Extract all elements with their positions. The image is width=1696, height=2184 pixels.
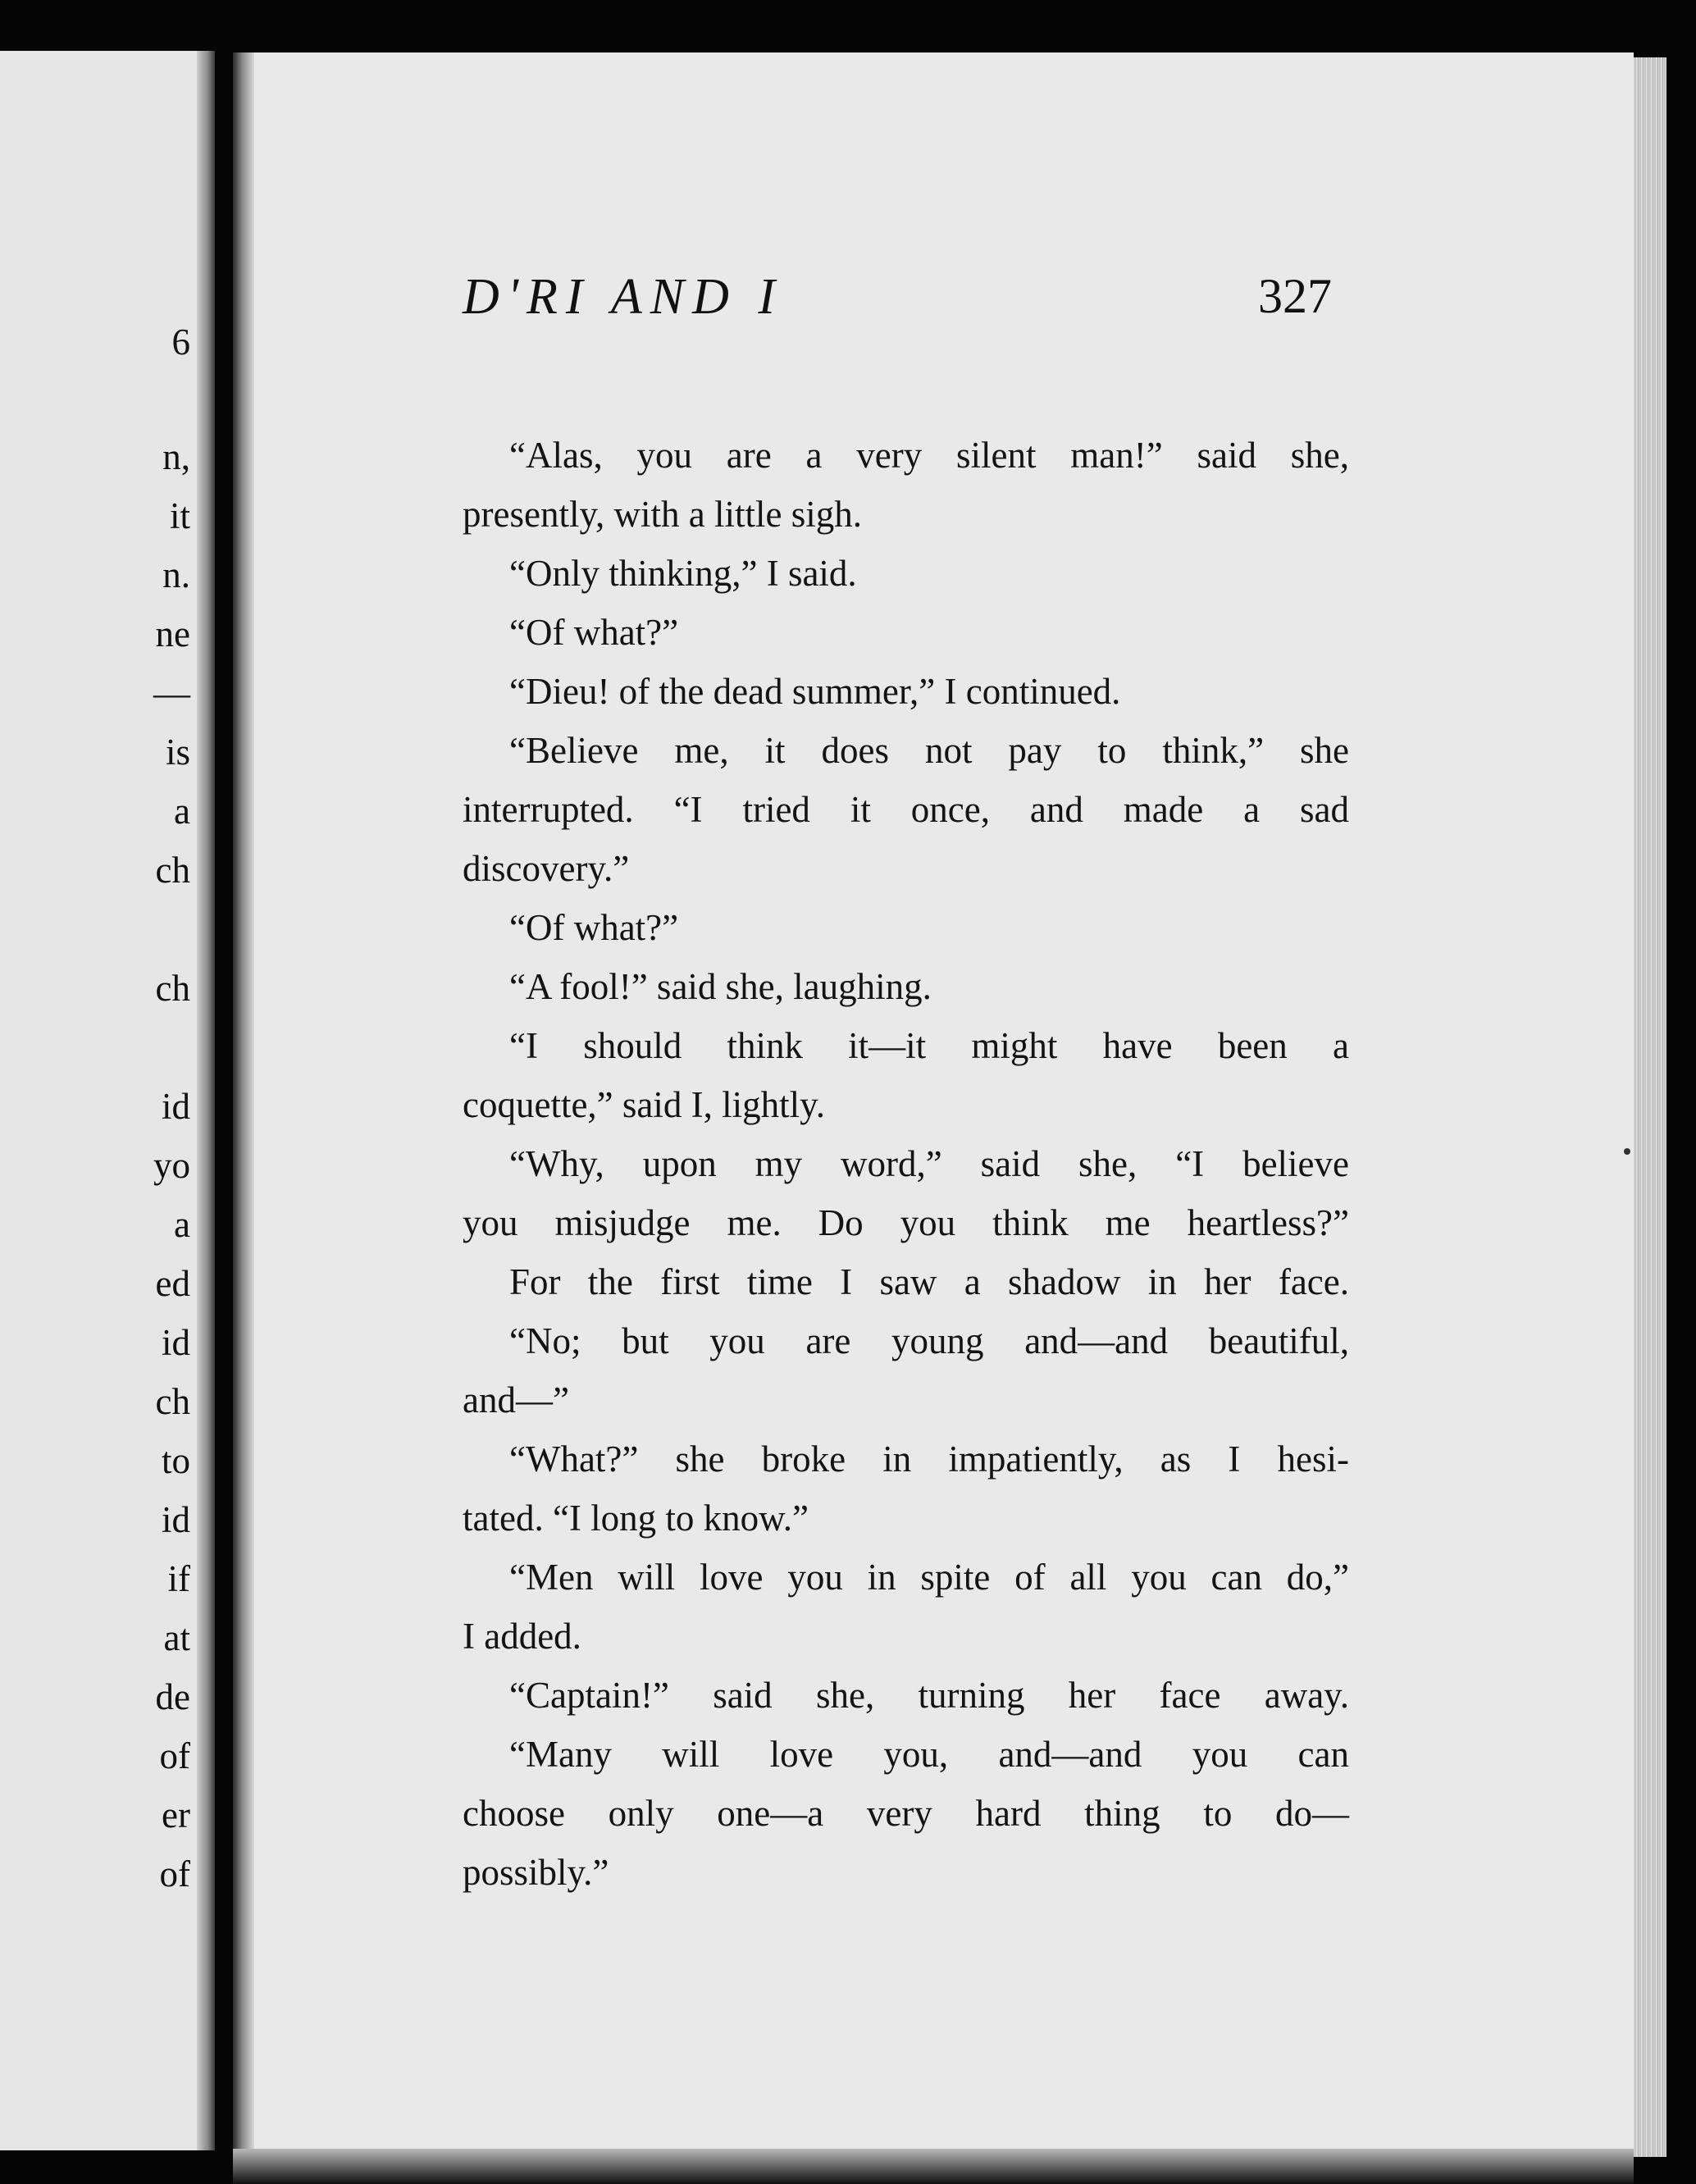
left-line-ending: a (174, 791, 190, 832)
text-line: you misjudge me. Do you think me heartless?” (463, 1202, 1349, 1243)
left-line-ending: of (159, 1853, 190, 1894)
left-line-ending: is (165, 732, 190, 773)
text-line: “Many will love you, and—and you can (509, 1734, 1349, 1775)
text-line: “What?” she broke in impatiently, as I hesi- (509, 1439, 1349, 1480)
text-line: “Of what?” (509, 907, 679, 948)
text-line: “Only thinking,” I said. (509, 553, 857, 594)
left-line-ending: to (161, 1440, 190, 1481)
text-line: “Of what?” (509, 612, 679, 653)
scan-speck (1624, 1148, 1630, 1155)
left-line-ending: n, (162, 436, 190, 477)
page-number: 327 (1258, 269, 1332, 323)
right-book-page (233, 52, 1634, 2182)
left-line-ending: at (163, 1617, 190, 1658)
left-facing-page (0, 51, 215, 2150)
left-line-ending: it (169, 495, 190, 536)
text-line: possibly.” (463, 1852, 609, 1893)
running-title: D'RI AND I (463, 269, 784, 325)
left-line-ending: id (161, 1322, 190, 1363)
left-line-ending: — (153, 673, 190, 714)
left-line-ending: ch (155, 850, 190, 891)
text-line: “Alas, you are a very silent man!” said she, (509, 435, 1349, 476)
text-line: For the first time I saw a shadow in her face. (509, 1261, 1349, 1302)
left-line-ending: id (161, 1086, 190, 1127)
text-line: choose only one—a very hard thing to do— (463, 1793, 1349, 1834)
text-line: I added. (463, 1616, 581, 1657)
text-line: tated. “I long to know.” (463, 1498, 809, 1539)
text-line: coquette,” said I, lightly. (463, 1084, 825, 1125)
text-line: “No; but you are young and—and beautiful, (509, 1320, 1349, 1361)
bottom-page-shadow (233, 2149, 1634, 2184)
text-line: “A fool!” said she, laughing. (509, 966, 932, 1007)
left-line-ending: yo (153, 1145, 190, 1186)
text-line: presently, with a little sigh. (463, 494, 863, 535)
left-line-ending: ne (155, 613, 190, 654)
left-line-ending: de (155, 1676, 190, 1717)
left-page-gutter (197, 51, 215, 2150)
left-line-ending: ch (155, 1381, 190, 1422)
text-line: interrupted. “I tried it once, and made a sad (463, 789, 1349, 830)
page-stack-edges (1634, 57, 1666, 2157)
left-line-ending: of (159, 1735, 190, 1776)
left-line-ending: er (162, 1794, 190, 1835)
left-line-ending: if (167, 1558, 190, 1599)
text-line: “Why, upon my word,” said she, “I believe (509, 1143, 1349, 1184)
left-line-ending: ed (155, 1263, 190, 1304)
text-line: and—” (463, 1379, 569, 1420)
page-binding-shadow (233, 52, 254, 2182)
left-page-number-fragment: 6 (171, 321, 190, 362)
left-line-ending: id (161, 1499, 190, 1540)
text-line: “Believe me, it does not pay to think,” she (509, 730, 1349, 771)
text-line: “I should think it—it might have been a (509, 1025, 1349, 1066)
text-line: discovery.” (463, 848, 630, 889)
left-line-ending: n. (162, 554, 190, 595)
text-line: “Captain!” said she, turning her face away. (509, 1675, 1349, 1716)
text-line: “Dieu! of the dead summer,” I continued. (509, 671, 1121, 712)
left-line-ending: ch (155, 968, 190, 1009)
left-line-ending: a (174, 1204, 190, 1245)
text-line: “Men will love you in spite of all you can do,” (509, 1557, 1349, 1598)
